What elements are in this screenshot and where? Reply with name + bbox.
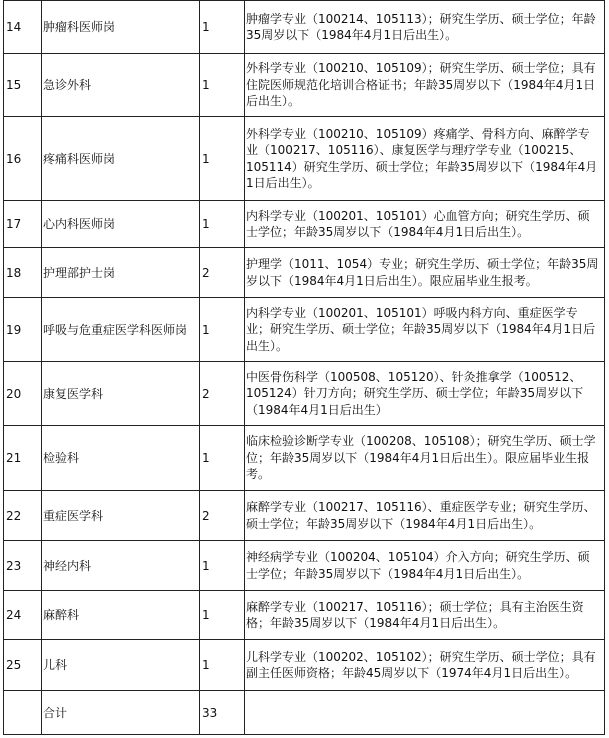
row-number: [4, 691, 42, 735]
row-number: 14: [4, 1, 42, 54]
table-row: [4, 491, 605, 541]
table-row: [4, 201, 605, 248]
table-row: [4, 298, 605, 362]
headcount: 1: [200, 541, 245, 591]
requirements: 内科学专业（100201、105101）心血管方向；研究生学历、硕士学位；年龄35周岁以下（1984年4月1日后出生）。: [245, 201, 605, 248]
headcount: 2: [200, 491, 245, 541]
headcount: 2: [200, 248, 245, 298]
headcount: 1: [200, 117, 245, 201]
row-number: 22: [4, 491, 42, 541]
requirements: 外科学专业（100210、105109）；研究生学历、硕士学位；具有住院医师规范化培训合格证书；年龄35周岁以下（1984年4月1日后出生）。: [245, 54, 605, 117]
requirements: 内科学专业（100201、105101）呼吸内科方向、重症医学专业；研究生学历、硕士学位；年龄35周岁以下（1984年4月1日后出生）。: [245, 298, 605, 362]
headcount: 2: [200, 362, 245, 426]
table-row: [4, 117, 605, 201]
position-name: 急诊外科: [42, 54, 200, 117]
total-label: 合计: [42, 691, 200, 735]
requirements: 肿瘤学专业（100214、105113）；研究生学历、硕士学位；年龄35周岁以下（1984年4月1日后出生）。: [245, 1, 605, 54]
table-row: [4, 426, 605, 491]
row-number: 20: [4, 362, 42, 426]
position-name: 呼吸与危重症医学科医师岗: [42, 298, 200, 362]
headcount: 1: [200, 54, 245, 117]
position-name: 麻醉科: [42, 591, 200, 640]
requirements: 外科学专业（100210、105109）疼痛学、骨科方向、麻醉学专业（100217、105116）、康复医学与理疗学专业（100215、105114）研究生学历、硕士学位；年龄35周岁以下（1984年4月1日后出生）。: [245, 117, 605, 201]
position-name: 神经内科: [42, 541, 200, 591]
headcount: 1: [200, 298, 245, 362]
requirements: [245, 691, 605, 735]
position-name: 康复医学科: [42, 362, 200, 426]
table-row: [4, 54, 605, 117]
row-number: 24: [4, 591, 42, 640]
requirements: 麻醉学专业（100217、105116）；硕士学位；具有主治医生资格；年龄35周岁以下（1984年4月1日后出生）。: [245, 591, 605, 640]
headcount: 1: [200, 201, 245, 248]
position-name: 护理部护士岗: [42, 248, 200, 298]
position-name: 重症医学科: [42, 491, 200, 541]
position-name: 肿瘤科医师岗: [42, 1, 200, 54]
table-row: [4, 640, 605, 691]
row-number: 15: [4, 54, 42, 117]
recruitment-table: [3, 0, 605, 735]
requirements: 神经病学专业（100204、105104）介入方向；研究生学历、硕士学位；年龄35周岁以下（1984年4月1日后出生）。: [245, 541, 605, 591]
total-count: 33: [200, 691, 245, 735]
requirements: 中医骨伤科学（100508、105120）、针灸推拿学（100512、105124）针刀方向；研究生学历、硕士学位；年龄35周岁以下（1984年4月1日后出生）: [245, 362, 605, 426]
requirements: 临床检验诊断学专业（100208、105108）；研究生学历、硕士学位；年龄35周岁以下（1984年4月1日后出生）。限应届毕业生报考。: [245, 426, 605, 491]
table-row: [4, 362, 605, 426]
requirements: 儿科学专业（100202、105102）；研究生学历、硕士学位；具有副主任医师资格；年龄45周岁以下（1974年4月1日后出生）。: [245, 640, 605, 691]
requirements: 麻醉学专业（100217、105116）、重症医学专业；研究生学历、硕士学位；年龄35周岁以下（1984年4月1日后出生）。: [245, 491, 605, 541]
headcount: 1: [200, 426, 245, 491]
headcount: 1: [200, 1, 245, 54]
total-row: [4, 691, 605, 735]
position-name: 儿科: [42, 640, 200, 691]
row-number: 25: [4, 640, 42, 691]
requirements: 护理学（1011、1054）专业；研究生学历、硕士学位；年龄35周岁以下（1984年4月1日后出生）。限应届毕业生报考。: [245, 248, 605, 298]
row-number: 23: [4, 541, 42, 591]
row-number: 19: [4, 298, 42, 362]
table-row: [4, 1, 605, 54]
table-row: [4, 591, 605, 640]
position-name: 检验科: [42, 426, 200, 491]
headcount: 1: [200, 640, 245, 691]
position-name: 疼痛科医师岗: [42, 117, 200, 201]
table-row: [4, 248, 605, 298]
position-name: 心内科医师岗: [42, 201, 200, 248]
row-number: 16: [4, 117, 42, 201]
row-number: 21: [4, 426, 42, 491]
row-number: 18: [4, 248, 42, 298]
row-number: 17: [4, 201, 42, 248]
headcount: 1: [200, 591, 245, 640]
table-row: [4, 541, 605, 591]
